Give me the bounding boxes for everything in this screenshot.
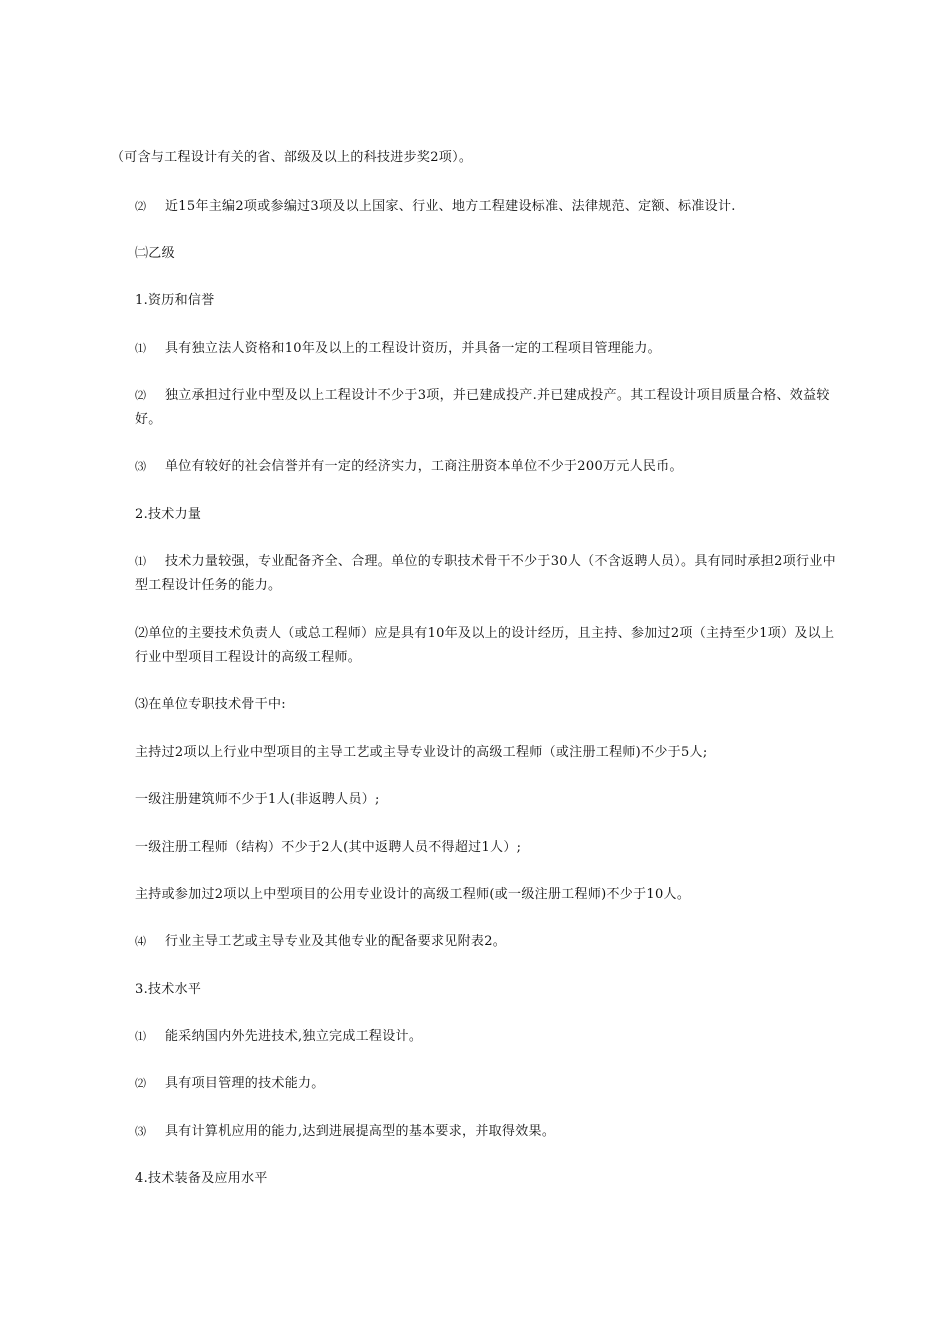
paragraph-architects xyxy=(135,788,380,812)
paragraph-standards xyxy=(135,195,736,219)
list-marker: ⑴ xyxy=(135,555,147,568)
heading-text: 4.技术装备及应用水平 xyxy=(135,1171,268,1186)
list-marker: ⑶ xyxy=(135,1125,147,1138)
heading-text: 2.技术力量 xyxy=(135,507,202,522)
paragraph-core-staff xyxy=(135,693,286,717)
list-marker: ⑵ xyxy=(135,200,147,213)
list-marker: ⑷ xyxy=(135,935,147,948)
paragraph-text: 单位有较好的社会信誉并有一定的经济实力，工商注册资本单位不少于200万元人民币。 xyxy=(165,459,683,474)
paragraph-text: 具有项目管理的技术能力。 xyxy=(165,1076,325,1091)
list-marker: ⑴ xyxy=(135,1030,147,1043)
paragraph-text: 能采纳国内外先进技术,独立完成工程设计。 xyxy=(165,1029,423,1044)
paragraph-independent-projects xyxy=(135,384,839,432)
paragraph-appendix-table xyxy=(135,930,506,954)
paragraph-text: 具有计算机应用的能力,达到进展提高型的基本要求，并取得效果。 xyxy=(165,1124,556,1139)
paragraph-text: ⑵单位的主要技术负责人（或总工程师）应是具有10年及以上的设计经历，且主持、参加过2项（主持至少1项）及以上行业中型项目工程设计的高级工程师。 xyxy=(135,626,835,665)
heading-text: ㈡乙级 xyxy=(135,246,175,261)
paragraph-project-management xyxy=(135,1072,325,1096)
paragraph-text: ⑶在单位专职技术骨干中: xyxy=(135,697,286,712)
paragraph-senior-engineers xyxy=(135,741,708,765)
paragraph-chief-engineer xyxy=(135,622,839,670)
list-marker: ⑵ xyxy=(135,1077,147,1090)
paragraph-advanced-tech xyxy=(135,1025,422,1049)
heading-grade-b xyxy=(135,242,175,266)
paragraph-text: 一级注册工程师（结构）不少于2人(其中返聘人员不得超过1人）; xyxy=(135,840,522,855)
paragraph-text: （可含与工程设计有关的省、部级及以上的科技进步奖2项）。 xyxy=(111,150,473,165)
paragraph-text: 行业主导工艺或主导专业及其他专业的配备要求见附表2。 xyxy=(165,934,507,949)
paragraph-public-utility-engineers xyxy=(135,883,690,907)
paragraph-award-note xyxy=(111,146,472,170)
paragraph-legal-entity xyxy=(135,337,661,361)
paragraph-text: 具有独立法人资格和10年及以上的工程设计资历，并具备一定的工程项目管理能力。 xyxy=(165,341,661,356)
heading-technical-level xyxy=(135,978,201,1002)
paragraph-text: 独立承担过行业中型及以上工程设计不少于3项，并已建成投产.并已建成投产。其工程设计项目质量合格、效益较好。 xyxy=(135,388,830,427)
list-marker: ⑴ xyxy=(135,342,147,355)
heading-text: 1.资历和信誉 xyxy=(135,293,215,308)
paragraph-computer-application xyxy=(135,1120,555,1144)
heading-technical-equipment xyxy=(135,1167,268,1191)
paragraph-text: 近15年主编2项或参编过3项及以上国家、行业、地方工程建设标准、法律规范、定额、标准设计. xyxy=(165,199,736,214)
paragraph-staffing xyxy=(135,550,839,598)
paragraph-text: 主持过2项以上行业中型项目的主导工艺或主导专业设计的高级工程师（或注册工程师)不少于5人; xyxy=(135,745,708,760)
heading-qualification xyxy=(135,289,215,313)
paragraph-text: 一级注册建筑师不少于1人(非返聘人员）; xyxy=(135,792,380,807)
paragraph-reputation xyxy=(135,455,683,479)
list-marker: ⑶ xyxy=(135,460,147,473)
heading-technical-strength xyxy=(135,503,201,527)
paragraph-text: 主持或参加过2项以上中型项目的公用专业设计的高级工程师(或一级注册工程师)不少于10人。 xyxy=(135,887,691,902)
paragraph-text: 技术力量较强，专业配备齐全、合理。单位的专职技术骨干不少于30人（不含返聘人员）。具有同时承担2项行业中型工程设计任务的能力。 xyxy=(135,554,836,593)
paragraph-structural-engineers xyxy=(135,836,521,860)
heading-text: 3.技术水平 xyxy=(135,982,202,997)
list-marker: ⑵ xyxy=(135,389,147,402)
